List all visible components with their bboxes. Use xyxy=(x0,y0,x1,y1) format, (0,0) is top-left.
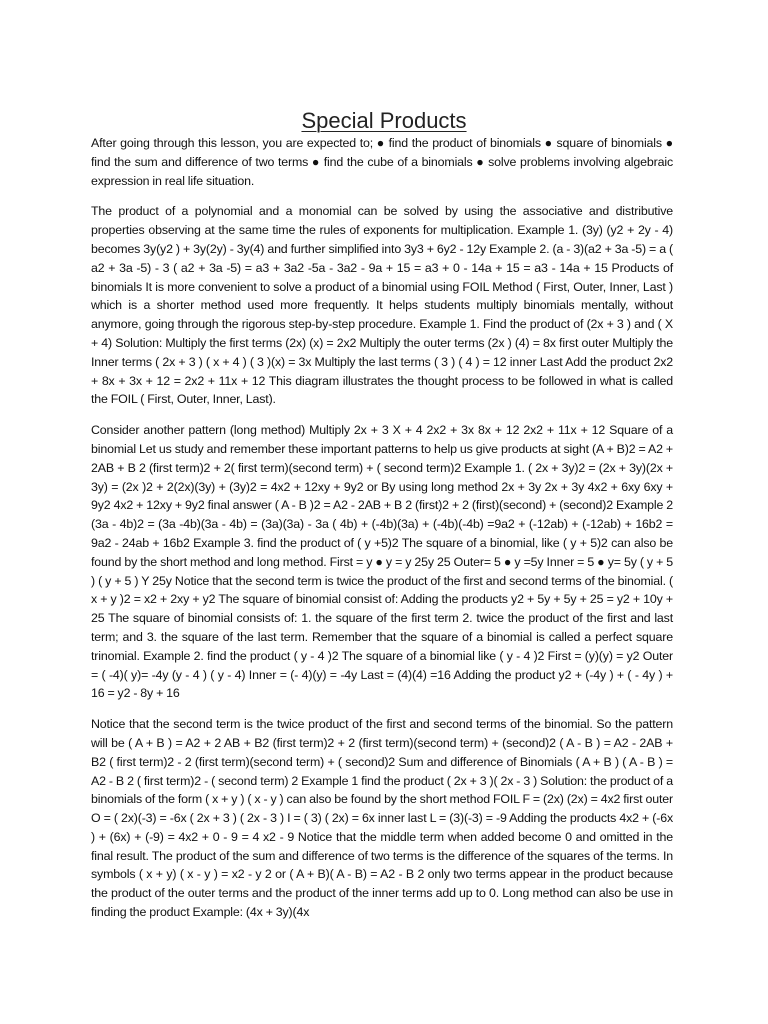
paragraph-objectives: After going through this lesson, you are expected to; ● find the product of binomials ● square of binomials ● find the sum and difference of two terms ● find the cube of a binomials ● solve problems involving algebraic expression in real life situation. xyxy=(91,136,673,188)
document-title xyxy=(0,107,768,135)
document-body xyxy=(91,134,673,934)
paragraph-square-of-binomial: Consider another pattern (long method) Multiply 2x + 3 X + 4 2x2 + 3x 8x + 12 2x2 + 11x + 12 Square of a binomial Let us study and remember these important patterns to help us give products at sight (A + B)2 = A2 + 2AB + B 2 (first term)2 + 2( first term)(second term) + ( second term)2 Example 1. ( 2x + 3y)2 = (2x + 3y)(2x + 3y) = (2x )2 + 2(2x)(3y) + (3y)2 = 4x2 + 12xy + 9y2 or By using long method 2x + 3y 2x + 3y 4x2 + 6xy 6xy + 9y2 4x2 + 12xy + 9y2 final answer ( A - B )2 = A2 - 2AB + B 2 (first)2 + 2 (first)(second) + (second)2 Example 2 (3a - 4b)2 = (3a -4b)(3a - 4b) = (3a)(3a) - 3a ( 4b) + (-4b)(3a) + (-4b)(-4b) =9a2 + (-12ab) + (-12ab) + 16b2 = 9a2 - 24ab + 16b2 Example 3. find the product of ( y +5)2 The square of a binomial, like ( y + 5)2 can also be found by the short method and long method. First = y ● y = y 25y 25 Outer= 5 ● y =5y Inner = 5 ● y= 5y ( y + 5 ) ( y + 5 ) Y 25y Notice that the second term is twice the product of the first and second terms of the binomial. ( x + y )2 = x2 + 2xy + y2 The square of binomial consist of: Adding the products y2 + 5y + 5y + 25 = y2 + 10y + 25 The square of binomial consists of: 1. the square of the first term 2. twice the product of the first and last term; and 3. the square of the last term. Remember that the square of a binomial is called a perfect square trinomial. Example 2. find the product ( y - 4 )2 The square of a binomial like ( y - 4 )2 First = (y)(y) = y2 Outer = ( -4)( y)= -4y (y - 4 ) ( y - 4) Inner = (- 4)(y) = -4y Last = (4)(4) =16 Adding the product y2 + (-4y ) + ( - 4y ) + 16 = y2 - 8y + 16 xyxy=(91,423,673,701)
paragraph-polynomial-monomial: The product of a polynomial and a monomial can be solved by using the associative and distributive properties observing at the same time the rules of exponents for multiplication. Example 1. (3y) (y2 + 2y - 4) becomes 3y(y2 ) + 3y(2y) - 3y(4) and further simplified into 3y3 + 6y2 - 12y Example 2. (a - 3)(a2 + 3a -5) = a ( a2 + 3a -5) - 3 ( a2 + 3a -5) = a3 + 3a2 -5a - 3a2 - 9a + 15 = a3 + 0 - 14a + 15 = a3 - 14a + 15 Products of binomials It is more convenient to solve a product of a binomial using FOIL Method ( First, Outer, Inner, Last ) which is a shorter method used more frequently. It helps students multiply binomials mentally, without anymore, going through the rigorous step-by-step procedure. Example 1. Find the product of (2x + 3 ) and ( X + 4) Solution: Multiply the first terms (2x) (x) = 2x2 Multiply the outer terms (2x ) (4) = 8x first outer Multiply the Inner terms ( 2x + 3 ) ( x + 4 ) ( 3 )(x) = 3x Multiply the last terms ( 3 ) ( 4 ) = 12 inner Last Add the product 2x2 + 8x + 3x + 12 = 2x2 + 11x + 12 This diagram illustrates the thought process to be followed in what is called the FOIL ( First, Outer, Inner, Last). xyxy=(91,204,673,407)
document-title-text: Special Products xyxy=(301,107,467,133)
paragraph-sum-and-difference: Notice that the second term is the twice product of the first and second terms of the binomial. So the pattern will be ( A + B ) = A2 + 2 AB + B2 (first term)2 + 2 (first term)(second term) + (second)2 ( A - B ) = A2 - 2AB + B2 ( first term)2 - 2 (first term)(second term) + ( second)2 Sum and difference of Binomials ( A + B ) ( A - B ) = A2 - B 2 ( first term)2 - ( second term) 2 Example 1 find the product ( 2x + 3 )( 2x - 3 ) Solution: the product of a binomials of the form ( x + y ) ( x - y ) can also be found by the short method FOIL F = (2x) (2x) = 4x2 first outer O = ( 2x)(-3) = -6x ( 2x + 3 ) ( 2x - 3 ) I = ( 3) ( 2x) = 6x inner last L = (3)(-3) = -9 Adding the products 4x2 + (-6x ) + (6x) + (-9) = 4x2 + 0 - 9 = 4 x2 - 9 Notice that the middle term when added become 0 and omitted in the final result. The product of the sum and difference of two terms is the difference of the squares of the terms. In symbols ( x + y) ( x - y ) = x2 - y 2 or ( A + B)( A - B) = A2 - B 2 only two terms appear in the product because the product of the outer terms and the product of the inner terms add up to 0. Long method can also be use in finding the product Example: (4x + 3y)(4x xyxy=(91,717,673,920)
